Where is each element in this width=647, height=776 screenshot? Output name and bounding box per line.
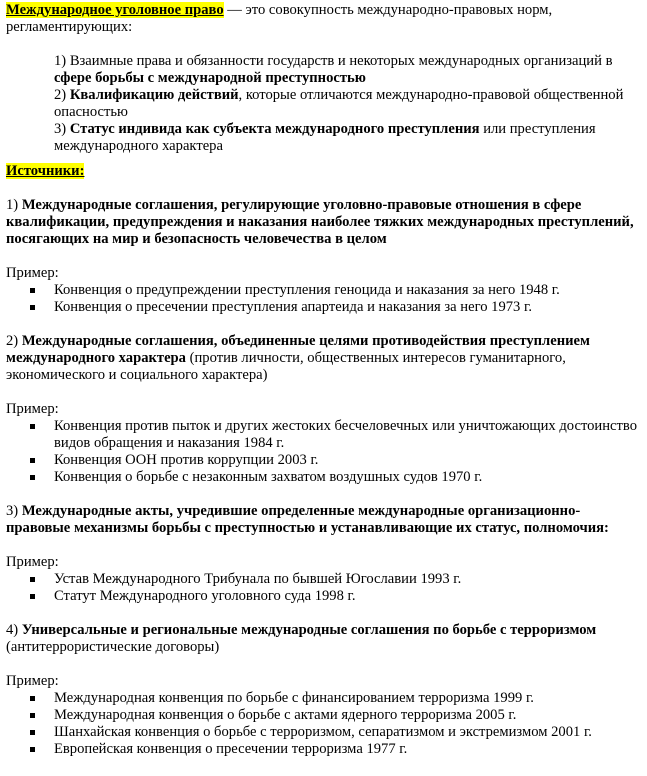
list-item: Конвенция против пыток и других жестоких бесчеловечных или уничтожающих достоинство видов обращения и наказания 1984 г. [54,418,641,452]
list-item: Конвенция ООН против коррупции 2003 г. [54,452,641,469]
square-bullet-icon [30,713,35,718]
source-2-examples [6,418,641,486]
list-item: Шанхайская конвенция о борьбе с терроризмом, сепаратизмом и экстремизмом 2001 г. [54,724,641,741]
square-bullet-icon [30,594,35,599]
source-4-title: 4) Универсальные и региональные международные соглашения по борьбе с терроризмом (антитеррористические договоры) [6,622,597,655]
square-bullet-icon [30,458,35,463]
regulated-item-1: 1) Взаимные права и обязанности государств и некоторых международных организаций в сфере борьбы с международной преступностью [54,53,613,86]
square-bullet-icon [30,747,35,752]
example-label: Пример: [6,265,59,281]
source-1-title: 1) Международные соглашения, регулирующие уголовно-правовые отношения в сфере квалификации, предупреждения и наказания наиболее тяжких международных преступлений, посягающих на мир и безопасность человечества в целом [6,197,634,247]
regulated-item-3: 3) Статус индивида как субъекта международного преступления или преступления международного характера [54,121,596,154]
example-label: Пример: [6,554,59,570]
square-bullet-icon [30,288,35,293]
source-3-title: 3) Международные акты, учредившие определенные международные организационно-правовые механизмы борьбы с преступностью и устанавливающие их статус, полномочия: [6,503,609,536]
square-bullet-icon [30,577,35,582]
list-item: Европейская конвенция о пресечении терроризма 1977 г. [54,741,641,758]
list-item: Устав Международного Трибунала по бывшей Югославии 1993 г. [54,571,641,588]
example-label: Пример: [6,673,59,689]
list-item: Конвенция о пресечении преступления апартеида и наказания за него 1973 г. [54,299,641,316]
regulated-list [54,53,641,155]
source-4-examples [6,690,641,758]
source-3-examples [6,571,641,605]
list-item: Конвенция о борьбе с незаконным захватом воздушных судов 1970 г. [54,469,641,486]
square-bullet-icon [30,475,35,480]
source-1-examples [6,282,641,316]
list-item: Статут Международного уголовного суда 1998 г. [54,588,641,605]
list-item: Конвенция о предупреждении преступления геноцида и наказания за него 1948 г. [54,282,641,299]
example-label: Пример: [6,401,59,417]
term-highlight: Международное уголовное право [6,2,224,18]
list-item: Международная конвенция о борьбе с актами ядерного терроризма 2005 г. [54,707,641,724]
definition-paragraph [6,2,641,36]
square-bullet-icon [30,730,35,735]
regulated-item-2: 2) Квалификацию действий, которые отличаются международно-правовой общественной опасностью [54,87,624,120]
sources-heading: Источники: [6,163,85,179]
source-2-title: 2) Международные соглашения, объединенные целями противодействия преступлением международного характера (против личности, общественных интересов гуманитарного, экономического и социального характера) [6,333,590,383]
square-bullet-icon [30,424,35,429]
list-item: Международная конвенция по борьбе с финансированием терроризма 1999 г. [54,690,641,707]
definition-text: — это совокупность международно-правовых норм, регламентирующих: [6,2,553,35]
square-bullet-icon [30,305,35,310]
square-bullet-icon [30,696,35,701]
